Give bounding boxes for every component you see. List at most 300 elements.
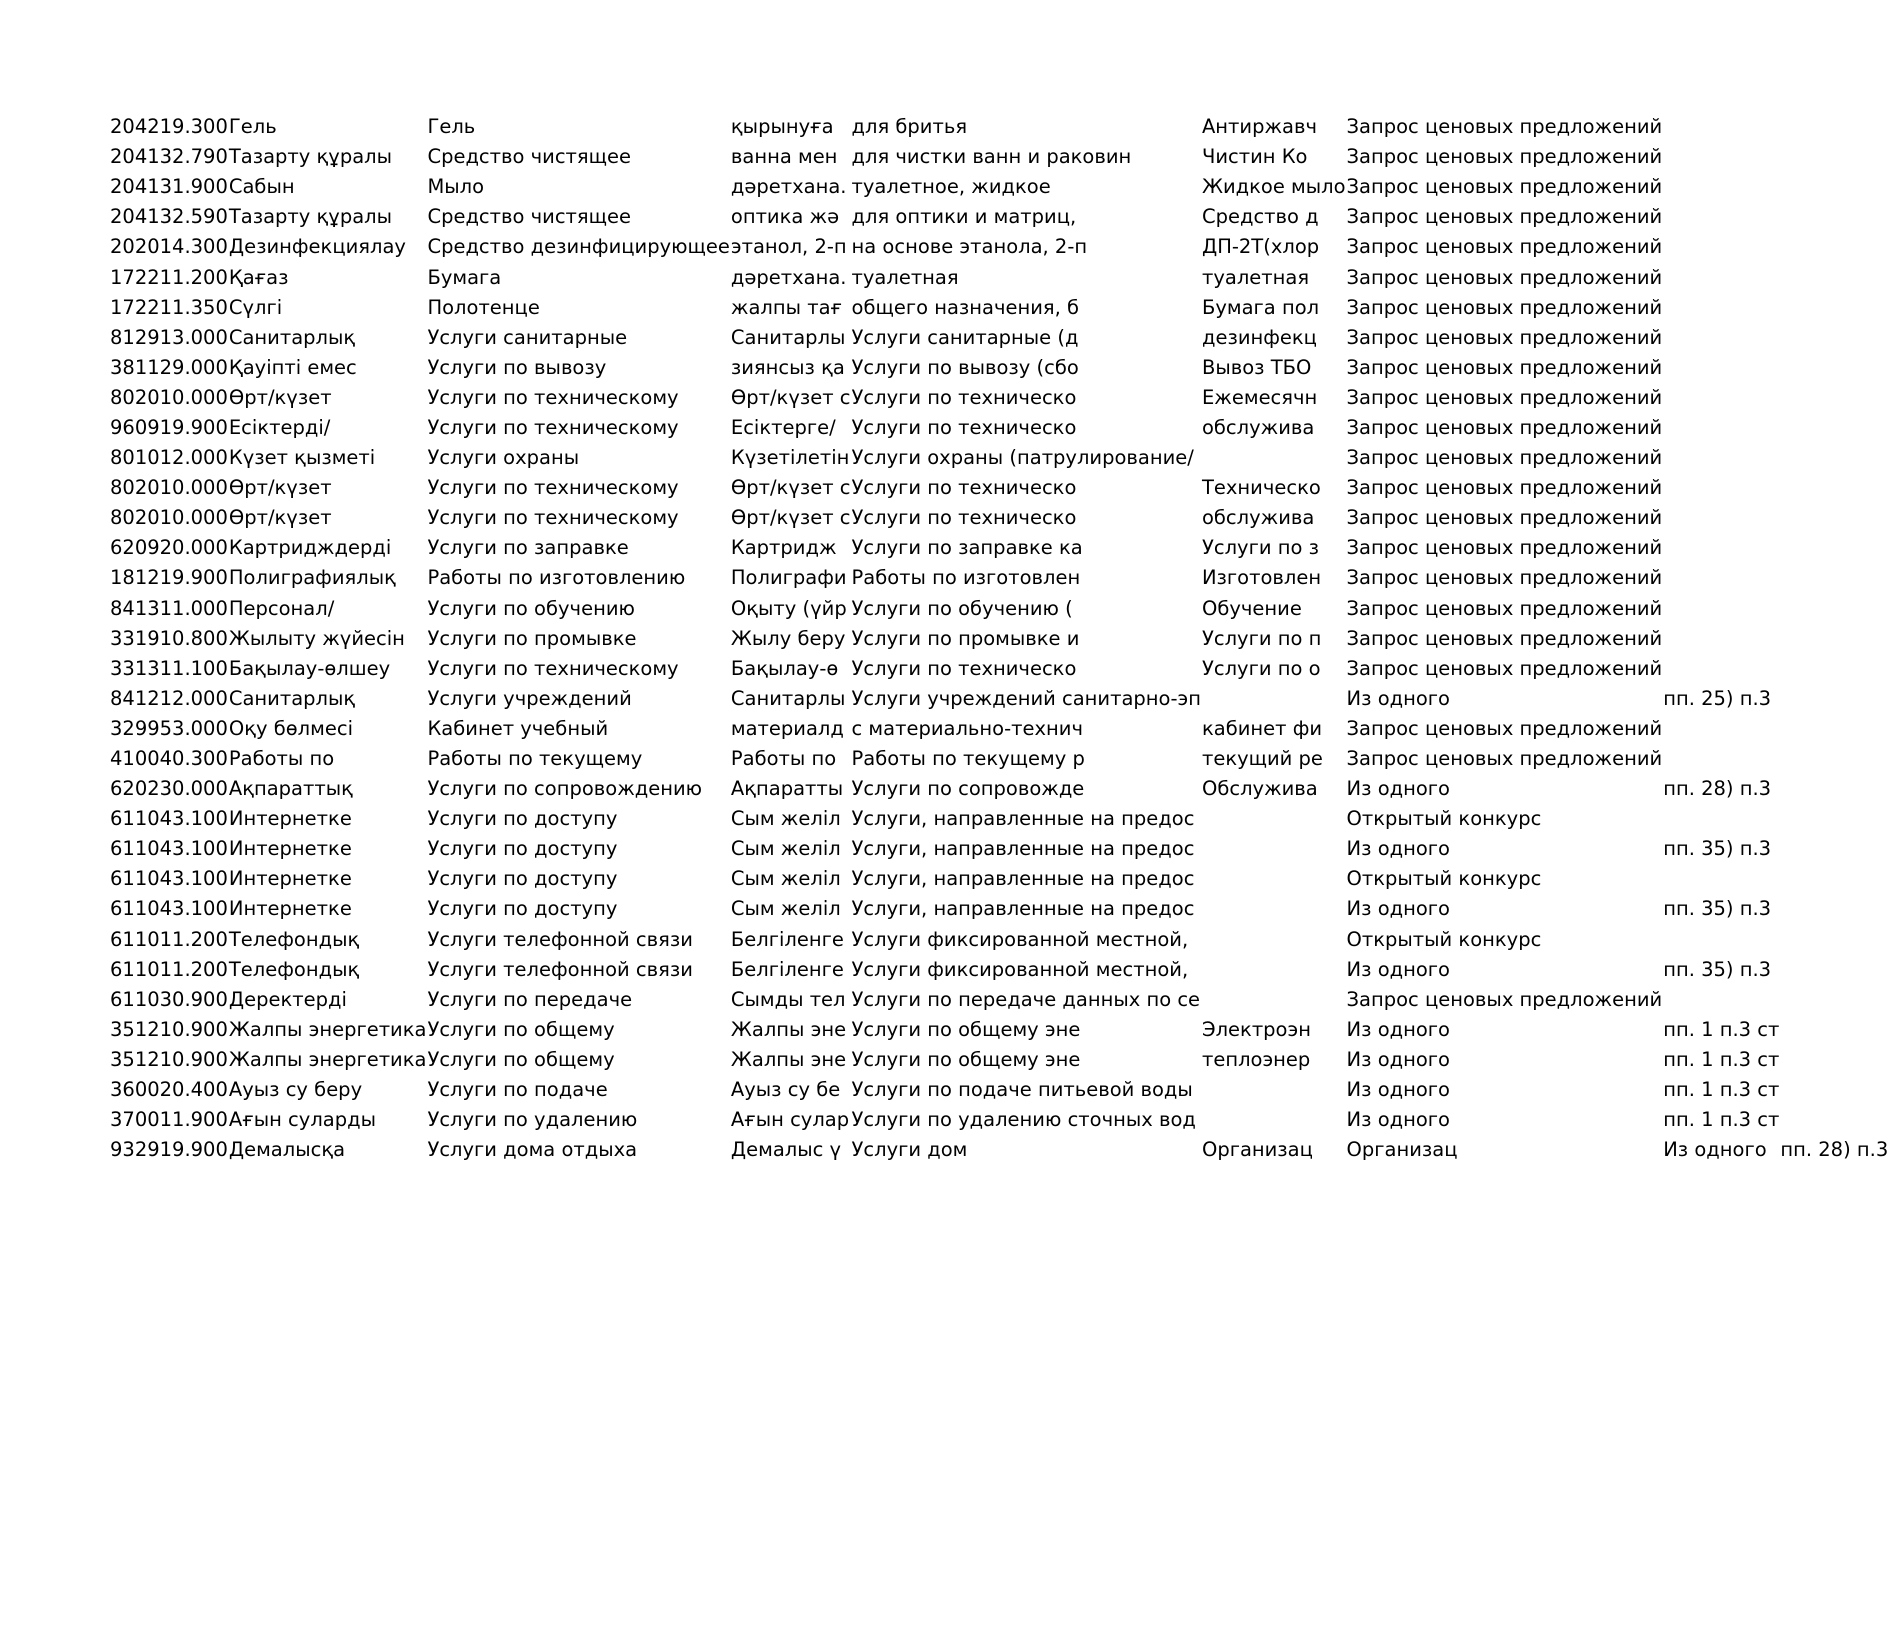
name-kz-cell[interactable]: Жалпы энергетика xyxy=(228,1047,427,1071)
char-kz-cell[interactable]: материалд xyxy=(730,716,844,740)
char-ru-cell[interactable]: Услуги по сопровожде xyxy=(851,777,1085,801)
method-cell[interactable]: Запрос ценовых предложений xyxy=(1346,265,1663,289)
name-ru-cell[interactable]: Услуги по доступу xyxy=(427,807,618,831)
extra-cell[interactable]: Средство д xyxy=(1201,205,1319,229)
code-cell[interactable]: 801012.000 xyxy=(110,446,228,470)
code-cell[interactable]: 802010.000 xyxy=(110,385,228,409)
code-cell[interactable]: 611043.100 xyxy=(110,867,228,891)
extra-cell[interactable] xyxy=(1201,1105,1346,1135)
name-kz-cell[interactable]: Жалпы энергетика xyxy=(228,1017,427,1041)
code-cell[interactable]: 351210.900 xyxy=(110,1017,228,1041)
code-cell[interactable]: 611011.200 xyxy=(110,957,228,981)
name-kz-cell[interactable]: Тазарту құралы xyxy=(228,145,393,169)
char-ru-cell[interactable]: Услуги по техническо xyxy=(851,415,1077,439)
extra-cell[interactable]: Чистин Ко xyxy=(1201,145,1308,169)
name-ru-cell[interactable]: Бумага xyxy=(427,265,502,289)
table-row xyxy=(110,864,1888,894)
name-ru-cell[interactable]: Услуги охраны xyxy=(427,446,580,470)
name-kz-cell[interactable]: Қағаз xyxy=(228,265,289,289)
method-cell[interactable]: Из одного xyxy=(1346,1078,1450,1102)
name-ru-cell[interactable]: Услуги по техническому xyxy=(427,415,679,439)
extra-cell[interactable] xyxy=(1201,955,1346,985)
extra-cell[interactable] xyxy=(1201,684,1346,714)
method-cell[interactable]: Запрос ценовых предложений xyxy=(1346,596,1663,620)
char-kz-cell[interactable]: Санитарлы xyxy=(730,686,846,710)
method-cell[interactable]: Запрос ценовых предложений xyxy=(1346,235,1663,259)
method-cell[interactable]: Открытый конкурс xyxy=(1346,927,1542,951)
code-cell[interactable]: 204132.790 xyxy=(110,145,228,169)
char-kz-cell[interactable]: Белгіленге xyxy=(730,957,844,981)
char-ru-cell[interactable]: Услуги по обучению ( xyxy=(851,596,1073,620)
name-kz-cell[interactable]: Қауіпті емес xyxy=(228,355,357,379)
name-ru-cell[interactable]: Услуги по доступу xyxy=(427,867,618,891)
name-ru-cell[interactable]: Услуги по удалению xyxy=(427,1108,638,1132)
char-kz-cell[interactable]: этанол, 2-п xyxy=(730,235,847,259)
name-kz-cell[interactable]: Жылыту жүйесін xyxy=(228,626,405,650)
char-ru-cell[interactable]: Услуги по техническо xyxy=(851,476,1077,500)
extra-cell[interactable]: Обучение xyxy=(1201,596,1302,620)
basis-cell[interactable] xyxy=(1662,654,1779,684)
name-ru-cell[interactable]: Гель xyxy=(427,115,476,139)
method-cell[interactable]: Запрос ценовых предложений xyxy=(1346,145,1663,169)
name-kz-cell[interactable]: Санитарлық xyxy=(228,325,356,349)
method-cell[interactable]: Открытый конкурс xyxy=(1346,867,1542,891)
name-ru-cell[interactable]: Услуги по техническому xyxy=(427,385,679,409)
code-cell[interactable]: 331311.100 xyxy=(110,656,228,680)
name-kz-cell[interactable]: Интернетке xyxy=(228,897,352,921)
table-row xyxy=(110,202,1888,232)
char-kz-cell[interactable]: Есіктерге/ xyxy=(730,415,836,439)
name-ru-cell[interactable]: Услуги по подаче xyxy=(427,1078,608,1102)
spreadsheet-table xyxy=(110,112,1888,1165)
char-kz-cell[interactable]: Сымды тел xyxy=(730,987,846,1011)
basis-cell[interactable] xyxy=(1662,744,1779,774)
extra-cell[interactable] xyxy=(1201,804,1346,834)
extra-cell[interactable]: Электроэн xyxy=(1201,1017,1311,1041)
char-ru-cell[interactable]: Услуги по заправке ка xyxy=(851,536,1083,560)
basis-cell[interactable] xyxy=(1662,142,1779,172)
method-cell[interactable]: Запрос ценовых предложений xyxy=(1346,716,1663,740)
table-row xyxy=(110,654,1888,684)
method-cell[interactable]: Запрос ценовых предложений xyxy=(1346,446,1663,470)
method-cell[interactable]: Из одного xyxy=(1346,897,1450,921)
char-kz-cell[interactable]: қырынуға xyxy=(730,115,834,139)
code-cell[interactable]: 172211.200 xyxy=(110,265,228,289)
table-row xyxy=(110,985,1888,1015)
name-kz-cell[interactable]: Телефондық xyxy=(228,957,360,981)
extra-cell[interactable]: теплоэнер xyxy=(1201,1047,1311,1071)
name-ru-cell[interactable]: Услуги санитарные xyxy=(427,325,628,349)
name-ru-cell[interactable]: Услуги по общему xyxy=(427,1017,615,1041)
method-cell[interactable]: Из одного xyxy=(1663,1138,1767,1162)
name-kz-cell[interactable]: Интернетке xyxy=(228,837,352,861)
char-ru-cell[interactable]: на основе этанола, 2-п xyxy=(851,235,1088,259)
name-ru-cell[interactable]: Кабинет учебный xyxy=(427,716,609,740)
extra-cell[interactable] xyxy=(1201,864,1346,894)
char-ru-cell[interactable]: Работы по текущему р xyxy=(851,747,1085,771)
char-kz-cell[interactable]: Картридж xyxy=(730,536,837,560)
basis-cell[interactable] xyxy=(1662,232,1779,262)
name-ru-cell[interactable]: Услуги по доступу xyxy=(427,897,618,921)
method-cell[interactable]: Запрос ценовых предложений xyxy=(1346,325,1663,349)
code-cell[interactable]: 611011.200 xyxy=(110,927,228,951)
name-ru-cell[interactable]: Средство чистящее xyxy=(427,205,631,229)
name-ru-cell[interactable]: Услуги по вывозу xyxy=(427,355,607,379)
char-ru-cell[interactable]: Услуги, направленные на предос xyxy=(851,897,1195,921)
char-kz-cell[interactable]: Демалыс ү xyxy=(730,1138,842,1162)
name-ru-cell[interactable]: Услуги по техническому xyxy=(427,476,679,500)
char-ru-cell[interactable]: Услуги санитарные (д xyxy=(851,325,1079,349)
code-cell[interactable]: 172211.350 xyxy=(110,295,228,319)
method-cell[interactable]: Запрос ценовых предложений xyxy=(1346,295,1663,319)
extra-cell[interactable]: Обслужива xyxy=(1201,777,1318,801)
table-row xyxy=(110,473,1888,503)
extra-cell[interactable] xyxy=(1201,1075,1346,1105)
char-ru-cell[interactable]: Услуги по общему эне xyxy=(851,1047,1081,1071)
basis-cell[interactable] xyxy=(1662,503,1779,533)
char-kz-cell[interactable]: Ағын сулар xyxy=(730,1108,850,1132)
name-ru-cell[interactable]: Работы по текущему xyxy=(427,747,643,771)
char-kz-cell[interactable]: Сым желіл xyxy=(730,837,841,861)
extra-cell[interactable] xyxy=(1201,834,1346,864)
char-kz-cell[interactable]: ванна мен xyxy=(730,145,838,169)
char-kz-cell[interactable]: Сым желіл xyxy=(730,897,841,921)
table-row xyxy=(110,744,1888,774)
code-cell[interactable]: 181219.900 xyxy=(110,566,228,590)
code-cell[interactable]: 204132.590 xyxy=(110,205,228,229)
extra-cell[interactable]: Изготовлен xyxy=(1201,566,1322,590)
table-row xyxy=(110,624,1888,654)
name-kz-cell[interactable]: Интернетке xyxy=(228,867,352,891)
basis-cell[interactable] xyxy=(1662,262,1779,292)
char-kz-cell[interactable]: зиянсыз қа xyxy=(730,355,845,379)
method-cell[interactable]: Запрос ценовых предложений xyxy=(1346,175,1663,199)
method-cell[interactable]: Из одного xyxy=(1346,1047,1450,1071)
char-ru-cell[interactable]: Услуги по техническо xyxy=(851,656,1077,680)
char-ru-cell[interactable]: Услуги по промывке и xyxy=(851,626,1080,650)
char-ru-cell[interactable]: Услуги, направленные на предос xyxy=(851,867,1195,891)
char-ru-cell[interactable]: Услуги по общему эне xyxy=(851,1017,1081,1041)
char-kz-cell[interactable]: Өрт/күзет с xyxy=(730,385,851,409)
name-kz-cell[interactable]: Персонал/ xyxy=(228,596,335,620)
method-cell[interactable]: Запрос ценовых предложений xyxy=(1346,205,1663,229)
code-cell[interactable]: 812913.000 xyxy=(110,325,228,349)
extra-cell[interactable]: текущий ре xyxy=(1201,747,1323,771)
name-kz-cell[interactable]: Телефондық xyxy=(228,927,360,951)
name-ru-cell[interactable]: Услуги по общему xyxy=(427,1047,615,1071)
code-cell[interactable]: 360020.400 xyxy=(110,1078,228,1102)
basis-cell[interactable]: пп. 35) п.3 xyxy=(1663,837,1772,861)
name-kz-cell[interactable]: Ауыз су беру xyxy=(228,1078,363,1102)
code-cell[interactable]: 331910.800 xyxy=(110,626,228,650)
method-cell[interactable]: Из одного xyxy=(1346,1108,1450,1132)
char-kz-cell[interactable]: Ақпаратты xyxy=(730,777,844,801)
extra-cell[interactable]: Антиржавч xyxy=(1201,115,1317,139)
name-kz-cell[interactable]: Работы по xyxy=(228,747,335,771)
method-cell[interactable]: Открытый конкурс xyxy=(1346,807,1542,831)
char-ru-cell[interactable]: Услуги учреждений санитарно-эп xyxy=(851,686,1201,710)
method-cell[interactable]: Запрос ценовых предложений xyxy=(1346,385,1663,409)
char-kz-cell[interactable]: Сым желіл xyxy=(730,867,841,891)
table-row xyxy=(110,1105,1888,1135)
char-ru-cell[interactable]: с материально-технич xyxy=(851,716,1083,740)
char-kz-cell[interactable]: Работы по xyxy=(730,747,837,771)
method-cell[interactable]: Запрос ценовых предложений xyxy=(1346,476,1663,500)
char-ru-cell[interactable]: Услуги фиксированной местной, xyxy=(851,927,1189,951)
char-ru-cell[interactable]: Услуги дом xyxy=(851,1138,968,1162)
method-cell[interactable]: Запрос ценовых предложений xyxy=(1346,355,1663,379)
code-cell[interactable]: 611030.900 xyxy=(110,987,228,1011)
basis-cell[interactable]: пп. 1 п.3 ст xyxy=(1663,1078,1780,1102)
table-row xyxy=(110,383,1888,413)
name-ru-cell[interactable]: Услуги телефонной связи xyxy=(427,957,693,981)
char-ru-cell[interactable]: Организац xyxy=(1201,1138,1313,1162)
char-kz-cell[interactable]: Бақылау-ө xyxy=(730,656,839,680)
table-row xyxy=(110,293,1888,323)
char-ru-cell[interactable]: Услуги по техническо xyxy=(851,506,1077,530)
char-ru-cell[interactable]: Работы по изготовлен xyxy=(851,566,1081,590)
extra-cell[interactable]: Техническо xyxy=(1201,476,1321,500)
name-ru-cell[interactable]: Средство дезинфицирующее xyxy=(427,235,730,259)
char-kz-cell[interactable]: жалпы тағ xyxy=(730,295,843,319)
name-kz-cell[interactable]: Өрт/күзет xyxy=(228,476,332,500)
extra-cell[interactable]: обслужива xyxy=(1201,506,1315,530)
name-kz-cell[interactable]: Дезинфекциялау xyxy=(228,235,406,259)
char-kz-cell[interactable]: Күзетілетін xyxy=(730,446,850,470)
char-ru-cell[interactable]: Услуги по техническо xyxy=(851,385,1077,409)
char-kz-cell[interactable]: Өрт/күзет с xyxy=(730,506,851,530)
basis-cell[interactable] xyxy=(1662,925,1779,955)
basis-cell[interactable]: пп. 1 п.3 ст xyxy=(1663,1108,1780,1132)
name-ru-cell[interactable]: Услуги по промывке xyxy=(427,626,637,650)
name-kz-cell[interactable]: Интернетке xyxy=(228,807,352,831)
extra-cell[interactable]: ДП-2Т(хлор xyxy=(1201,235,1320,259)
name-kz-cell[interactable]: Есіктерді/ xyxy=(228,415,331,439)
name-ru-cell[interactable]: Услуги по доступу xyxy=(427,837,618,861)
code-cell[interactable]: 370011.900 xyxy=(110,1108,228,1132)
method-cell[interactable]: Запрос ценовых предложений xyxy=(1346,626,1663,650)
name-ru-cell[interactable]: Полотенце xyxy=(427,295,540,319)
name-kz-cell[interactable]: Сүлгі xyxy=(228,295,283,319)
name-kz-cell[interactable]: Бақылау-өлшеу xyxy=(228,656,391,680)
table-row xyxy=(110,894,1888,924)
basis-cell[interactable] xyxy=(1662,383,1779,413)
char-ru-cell[interactable]: Услуги по удалению сточных вод xyxy=(851,1108,1196,1132)
method-cell[interactable]: Запрос ценовых предложений xyxy=(1346,506,1663,530)
char-kz-cell[interactable]: Оқыту (үйр xyxy=(730,596,847,620)
basis-cell[interactable] xyxy=(1662,172,1779,202)
name-ru-cell[interactable]: Услуги дома отдыха xyxy=(427,1138,638,1162)
extra-cell[interactable]: Услуги по п xyxy=(1201,626,1322,650)
char-kz-cell[interactable]: Ауыз су бе xyxy=(730,1078,841,1102)
name-kz-cell[interactable]: Сабын xyxy=(228,175,295,199)
method-cell[interactable]: Из одного xyxy=(1346,837,1450,861)
method-cell[interactable]: Из одного xyxy=(1346,957,1450,981)
table-row xyxy=(110,142,1888,172)
name-ru-cell[interactable]: Услуги по заправке xyxy=(427,536,629,560)
char-kz-cell[interactable]: Белгіленге xyxy=(730,927,844,951)
basis-cell[interactable] xyxy=(1662,985,1779,1015)
code-cell[interactable]: 802010.000 xyxy=(110,476,228,500)
char-ru-cell[interactable]: для чистки ванн и раковин xyxy=(851,145,1132,169)
code-cell[interactable]: 620920.000 xyxy=(110,536,228,560)
extra-cell[interactable] xyxy=(1201,443,1346,473)
name-ru-cell[interactable]: Работы по изготовлению xyxy=(427,566,686,590)
extra-cell[interactable]: Услуги по з xyxy=(1201,536,1319,560)
basis-cell[interactable] xyxy=(1662,413,1779,443)
method-cell[interactable]: Запрос ценовых предложений xyxy=(1346,747,1663,771)
basis-cell[interactable] xyxy=(1662,353,1779,383)
name-ru-cell[interactable]: Средство чистящее xyxy=(427,145,631,169)
basis-cell[interactable] xyxy=(1662,804,1779,834)
extra-cell[interactable]: Жидкое мыло xyxy=(1201,175,1346,199)
name-kz-cell[interactable]: Күзет қызметі xyxy=(228,446,376,470)
char-ru-cell[interactable]: туалетное, жидкое xyxy=(851,175,1051,199)
method-cell[interactable]: Запрос ценовых предложений xyxy=(1346,115,1663,139)
char-ru-cell[interactable]: общего назначения, б xyxy=(851,295,1080,319)
char-kz-cell[interactable]: Санитарлы xyxy=(730,325,846,349)
basis-cell[interactable] xyxy=(1662,563,1779,593)
name-kz-cell[interactable]: Өрт/күзет xyxy=(228,385,332,409)
basis-cell[interactable] xyxy=(1662,323,1779,353)
name-ru-cell[interactable]: Услуги по сопровождению xyxy=(427,777,703,801)
basis-cell[interactable] xyxy=(1662,533,1779,563)
code-cell[interactable]: 841311.000 xyxy=(110,596,228,620)
code-cell[interactable]: 351210.900 xyxy=(110,1047,228,1071)
name-kz-cell[interactable]: Деректерді xyxy=(228,987,347,1011)
extra-cell[interactable]: кабинет фи xyxy=(1201,716,1323,740)
code-cell[interactable]: 410040.300 xyxy=(110,747,228,771)
extra-cell[interactable]: Услуги по о xyxy=(1201,656,1321,680)
extra-cell[interactable]: Ежемесячн xyxy=(1201,385,1318,409)
code-cell[interactable]: 841212.000 xyxy=(110,686,228,710)
code-cell[interactable]: 381129.000 xyxy=(110,355,228,379)
method-cell[interactable]: Запрос ценовых предложений xyxy=(1346,415,1663,439)
basis-cell[interactable]: пп. 28) п.3 xyxy=(1780,1138,1888,1162)
code-cell[interactable]: 932919.900 xyxy=(110,1138,228,1162)
name-kz-cell[interactable]: Санитарлық xyxy=(228,686,356,710)
char-ru-cell[interactable]: Услуги, направленные на предос xyxy=(851,837,1195,861)
char-kz-cell[interactable]: Жылу беру xyxy=(730,626,846,650)
name-kz-cell[interactable]: Ағын суларды xyxy=(228,1108,376,1132)
table-row xyxy=(110,834,1888,864)
table-row xyxy=(110,1015,1888,1045)
extra-cell[interactable]: Организац xyxy=(1346,1138,1458,1162)
code-cell[interactable]: 802010.000 xyxy=(110,506,228,530)
code-cell[interactable]: 204131.900 xyxy=(110,175,228,199)
basis-cell[interactable] xyxy=(1662,624,1779,654)
method-cell[interactable]: Из одного xyxy=(1346,686,1450,710)
code-cell[interactable]: 204219.300 xyxy=(110,115,228,139)
name-kz-cell[interactable]: Тазарту құралы xyxy=(228,205,393,229)
code-cell[interactable]: 960919.900 xyxy=(110,415,228,439)
char-ru-cell[interactable]: для бритья xyxy=(851,115,968,139)
basis-cell[interactable]: пп. 25) п.3 xyxy=(1663,686,1772,710)
method-cell[interactable]: Из одного xyxy=(1346,1017,1450,1041)
name-kz-cell[interactable]: Демалысқа xyxy=(228,1138,346,1162)
name-ru-cell[interactable]: Услуги по техническому xyxy=(427,656,679,680)
char-kz-cell[interactable]: Жалпы эне xyxy=(730,1047,847,1071)
char-ru-cell[interactable]: Услуги, направленные на предос xyxy=(851,807,1195,831)
table-row xyxy=(110,563,1888,593)
basis-cell[interactable]: пп. 35) п.3 xyxy=(1663,957,1772,981)
code-cell[interactable]: 611043.100 xyxy=(110,837,228,861)
char-ru-cell[interactable]: Услуги по передаче данных по се xyxy=(851,987,1201,1011)
name-kz-cell[interactable]: Оқу бөлмесі xyxy=(228,716,353,740)
basis-cell[interactable]: пп. 1 п.3 ст xyxy=(1663,1017,1780,1041)
basis-cell[interactable]: пп. 1 п.3 ст xyxy=(1663,1047,1780,1071)
name-ru-cell[interactable]: Услуги по техническому xyxy=(427,506,679,530)
basis-cell[interactable] xyxy=(1662,443,1779,473)
method-cell[interactable]: Из одного xyxy=(1346,777,1450,801)
name-ru-cell[interactable]: Услуги по передаче xyxy=(427,987,633,1011)
extra-cell[interactable] xyxy=(1201,894,1346,924)
extra-cell[interactable]: Бумага пол xyxy=(1201,295,1320,319)
name-kz-cell[interactable]: Ақпараттық xyxy=(228,777,353,801)
name-kz-cell[interactable]: Полиграфиялық xyxy=(228,566,396,590)
char-kz-cell[interactable]: оптика жә xyxy=(730,205,840,229)
basis-cell[interactable] xyxy=(1662,864,1779,894)
name-ru-cell[interactable]: Услуги учреждений xyxy=(427,686,632,710)
method-cell[interactable]: Запрос ценовых предложений xyxy=(1346,536,1663,560)
basis-cell[interactable] xyxy=(1662,714,1779,744)
name-ru-cell[interactable]: Мыло xyxy=(427,175,485,199)
char-ru-cell[interactable]: Услуги охраны (патрулирование/ xyxy=(851,446,1194,470)
name-kz-cell[interactable]: Картридждерді xyxy=(228,536,392,560)
basis-cell[interactable] xyxy=(1662,473,1779,503)
code-cell[interactable]: 202014.300 xyxy=(110,235,228,259)
basis-cell[interactable] xyxy=(1662,112,1779,142)
extra-cell[interactable] xyxy=(1201,985,1346,1015)
basis-cell[interactable] xyxy=(1662,293,1779,323)
extra-cell[interactable]: обслужива xyxy=(1201,415,1315,439)
name-ru-cell[interactable]: Услуги телефонной связи xyxy=(427,927,693,951)
code-cell[interactable]: 611043.100 xyxy=(110,897,228,921)
table-row xyxy=(110,353,1888,383)
char-ru-cell[interactable]: туалетная xyxy=(851,265,959,289)
name-kz-cell[interactable]: Гель xyxy=(228,115,277,139)
basis-cell[interactable]: пп. 28) п.3 xyxy=(1663,777,1772,801)
basis-cell[interactable] xyxy=(1662,594,1779,624)
char-kz-cell[interactable]: дәретхана. xyxy=(730,175,847,199)
char-ru-cell[interactable]: Услуги по подаче питьевой воды xyxy=(851,1078,1193,1102)
code-cell[interactable]: 329953.000 xyxy=(110,716,228,740)
char-ru-cell[interactable]: Услуги фиксированной местной, xyxy=(851,957,1189,981)
code-cell[interactable]: 620230.000 xyxy=(110,777,228,801)
char-kz-cell[interactable]: Сым желіл xyxy=(730,807,841,831)
method-cell[interactable]: Запрос ценовых предложений xyxy=(1346,656,1663,680)
char-kz-cell[interactable]: дәретхана. xyxy=(730,265,847,289)
extra-cell[interactable] xyxy=(1201,925,1346,955)
basis-cell[interactable]: пп. 35) п.3 xyxy=(1663,897,1772,921)
extra-cell[interactable]: туалетная xyxy=(1201,265,1310,289)
char-kz-cell[interactable]: Өрт/күзет с xyxy=(730,476,851,500)
table-row xyxy=(110,413,1888,443)
char-ru-cell[interactable]: для оптики и матриц, xyxy=(851,205,1077,229)
code-cell[interactable]: 611043.100 xyxy=(110,807,228,831)
char-kz-cell[interactable]: Жалпы эне xyxy=(730,1017,847,1041)
name-ru-cell[interactable]: Услуги по обучению xyxy=(427,596,635,620)
name-kz-cell[interactable]: Өрт/күзет xyxy=(228,506,332,530)
method-cell[interactable]: Запрос ценовых предложений xyxy=(1346,566,1663,590)
table-row xyxy=(110,262,1888,292)
method-cell[interactable]: Запрос ценовых предложений xyxy=(1346,987,1663,1011)
extra-cell[interactable]: дезинфекц xyxy=(1201,325,1317,349)
extra-cell[interactable]: Вывоз ТБО xyxy=(1201,355,1312,379)
basis-cell[interactable] xyxy=(1662,202,1779,232)
char-kz-cell[interactable]: Полиграфи xyxy=(730,566,847,590)
char-ru-cell[interactable]: Услуги по вывозу (сбо xyxy=(851,355,1079,379)
